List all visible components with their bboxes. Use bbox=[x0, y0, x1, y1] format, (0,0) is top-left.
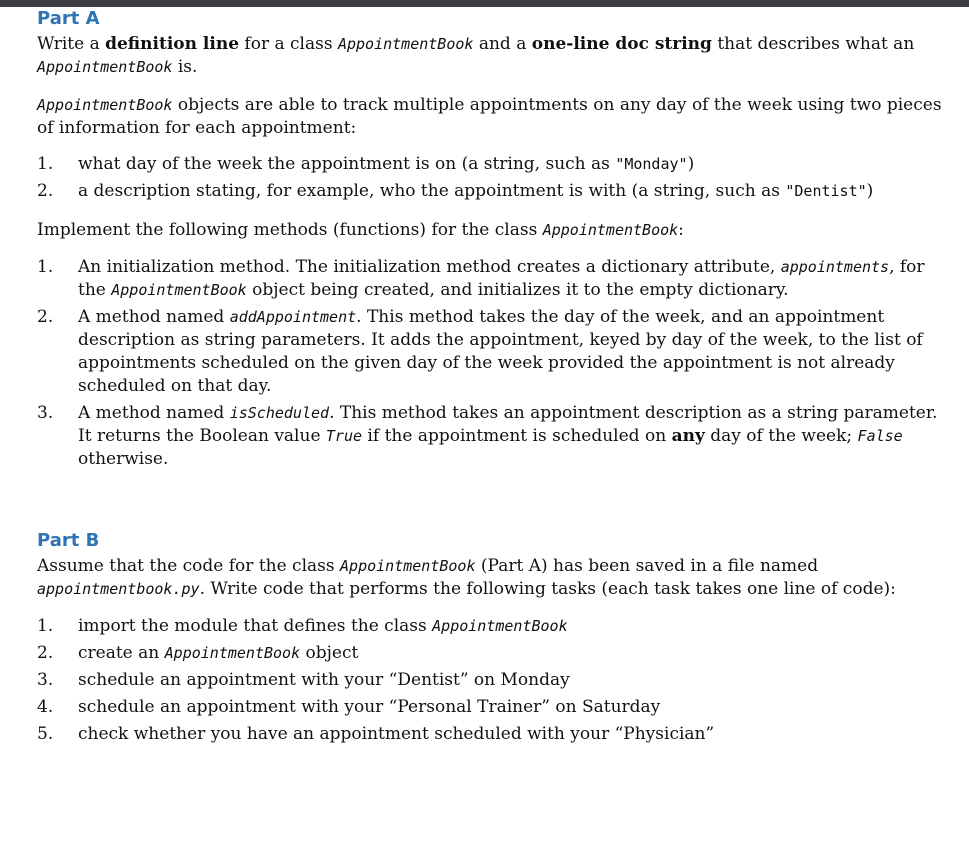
document-body bbox=[37, 7, 947, 746]
implement-line bbox=[37, 219, 947, 242]
part-b-heading: Part B bbox=[37, 530, 100, 551]
text: create an bbox=[78, 643, 165, 663]
list-item bbox=[37, 153, 947, 176]
text: is. bbox=[172, 57, 198, 77]
list-item bbox=[37, 306, 947, 398]
tasks-list bbox=[37, 615, 947, 746]
text: schedule an appointment with your “Dentist” on Monday bbox=[78, 670, 570, 690]
code-text: AppointmentBook bbox=[340, 557, 476, 575]
list-item bbox=[37, 669, 947, 692]
text: , for the bbox=[78, 257, 925, 300]
bold-text: one-line doc string bbox=[531, 34, 712, 54]
part-b-intro bbox=[37, 555, 947, 601]
list-number: 3. bbox=[37, 403, 54, 423]
code-text: False bbox=[857, 427, 903, 445]
text: A method named bbox=[78, 307, 230, 327]
text: . Write code that performs the following tasks (each task takes one line of code): bbox=[199, 579, 896, 599]
methods-list bbox=[37, 256, 947, 471]
text: objects are able to track multiple appointments on any day of the week using two pieces of information for each appointment: bbox=[37, 95, 942, 138]
bold-text: any bbox=[671, 426, 705, 446]
list-item bbox=[37, 256, 947, 302]
list-number: 2. bbox=[37, 181, 54, 201]
code-text: AppointmentBook bbox=[432, 617, 568, 635]
text: (Part A) has been saved in a file named bbox=[475, 556, 819, 576]
text: that describes what an bbox=[711, 34, 915, 54]
list-item bbox=[37, 180, 947, 203]
code-text: isScheduled bbox=[229, 404, 330, 422]
code-text: "Dentist" bbox=[785, 182, 867, 200]
text: check whether you have an appointment scheduled with your “Physician” bbox=[78, 724, 715, 744]
code-text: AppointmentBook bbox=[37, 96, 173, 114]
part-a-heading: Part A bbox=[37, 8, 100, 29]
list-number: 2. bbox=[37, 643, 54, 663]
list-item bbox=[37, 723, 947, 746]
code-text: appointments bbox=[780, 258, 890, 276]
code-text: appointmentbook.py bbox=[37, 580, 200, 598]
info-list bbox=[37, 153, 947, 203]
code-text: AppointmentBook bbox=[337, 35, 474, 53]
part-a-intro bbox=[37, 33, 947, 79]
list-number: 1. bbox=[37, 154, 54, 174]
text: otherwise. bbox=[78, 449, 169, 469]
code-text: True bbox=[325, 427, 363, 445]
code-text: AppointmentBook bbox=[37, 58, 173, 76]
list-item bbox=[37, 615, 947, 638]
text: ) bbox=[687, 154, 695, 174]
text: Implement the following methods (functions) for the class bbox=[37, 220, 543, 240]
list-item bbox=[37, 642, 947, 665]
list-number: 2. bbox=[37, 307, 54, 327]
list-number: 1. bbox=[37, 616, 54, 636]
text: Write a bbox=[37, 34, 106, 54]
text: An initialization method. The initialization method creates a dictionary attribute, bbox=[78, 257, 781, 277]
text: object bbox=[300, 643, 359, 663]
top-bar bbox=[0, 0, 969, 7]
text: day of the week; bbox=[704, 426, 858, 446]
text: for a class bbox=[239, 34, 338, 54]
text: what day of the week the appointment is on (a string, such as bbox=[78, 154, 616, 174]
text: import the module that defines the class bbox=[78, 616, 433, 636]
list-number: 3. bbox=[37, 670, 54, 690]
list-item bbox=[37, 402, 947, 471]
text: A method named bbox=[78, 403, 230, 423]
text: and a bbox=[473, 34, 532, 54]
text: a description stating, for example, who the appointment is with (a string, such as bbox=[78, 181, 786, 201]
code-text: addAppointment bbox=[229, 308, 357, 326]
text: ) bbox=[866, 181, 874, 201]
list-number: 1. bbox=[37, 257, 54, 277]
code-text: AppointmentBook bbox=[111, 281, 247, 299]
text: object being created, and initializes it to the empty dictionary. bbox=[246, 280, 789, 300]
text: . This method takes the day of the week, and an appointment description as string parameters. It adds the appointment, keyed by day of the week, to the list of appointments scheduled on the given day of the week provided the appointment is not already scheduled on that day. bbox=[78, 307, 923, 396]
text: schedule an appointment with your “Personal Trainer” on Saturday bbox=[78, 697, 661, 717]
list-number: 5. bbox=[37, 724, 54, 744]
code-text: AppointmentBook bbox=[164, 644, 301, 662]
text: : bbox=[678, 220, 684, 240]
text: . This method takes an appointment description as a string parameter. It returns the Boolean value bbox=[78, 403, 938, 446]
text: Assume that the code for the class bbox=[37, 556, 341, 576]
list-number: 4. bbox=[37, 697, 54, 717]
text: if the appointment is scheduled on bbox=[362, 426, 672, 446]
list-item bbox=[37, 696, 947, 719]
bold-text: definition line bbox=[105, 34, 240, 54]
part-a-description bbox=[37, 94, 947, 140]
code-text: "Monday" bbox=[615, 155, 688, 173]
code-text: AppointmentBook bbox=[542, 221, 679, 239]
